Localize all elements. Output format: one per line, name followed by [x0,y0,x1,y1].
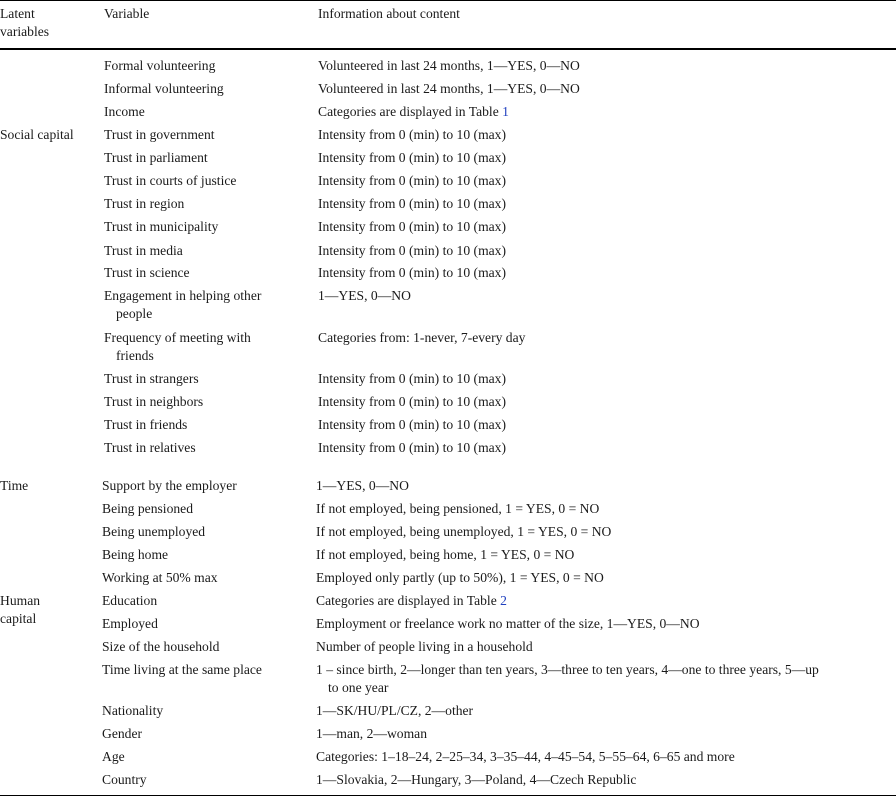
information-cell [316,702,896,720]
variable-cell [102,615,302,633]
information-text: Categories are displayed in Table [316,593,501,608]
information-text: Intensity from 0 (min) to 10 (max) [318,371,507,386]
information-text: 1 – since birth, 2—longer than ten years, 3—three to ten years, 4—one to three years, 5—up [316,662,819,677]
variable-cell [104,242,304,260]
information-text: Number of people living in a household [316,639,533,654]
variable-text: Being home [102,547,169,562]
information-cell [318,80,896,98]
information-text: 1—SK/HU/PL/CZ, 2—other [316,703,474,718]
variable-cell [102,523,302,541]
variable-text: Employed [102,616,158,631]
information-cell [316,638,896,656]
variable-cell [104,393,304,411]
variable-text: Trust in media [104,243,183,258]
information-text: Volunteered in last 24 months, 1—YES, 0—NO [318,58,580,73]
variable-cell [102,500,302,518]
variable-cell [104,416,304,434]
variable-text: Income [104,104,145,119]
information-text: Intensity from 0 (min) to 10 (max) [318,219,507,234]
variable-cell [102,592,302,610]
variable-cell [102,477,302,495]
information-text: 1—man, 2—woman [316,726,428,741]
variable-cell [102,748,302,766]
variable-text: Trust in courts of justice [104,173,237,188]
information-text: Intensity from 0 (min) to 10 (max) [318,127,507,142]
information-cell [318,329,896,347]
information-cell [316,725,896,743]
variable-cell [104,370,304,388]
information-text: Employment or freelance work no matter of the size, 1—YES, 0—NO [316,616,700,631]
variable-cell [102,638,302,656]
variable-cell [104,172,304,190]
information-cell [318,126,896,144]
variable-text: Country [102,772,147,787]
information-text: Categories are displayed in Table [318,104,503,119]
variable-text: Size of the household [102,639,220,654]
variable-text: Being unemployed [102,524,206,539]
variable-text-continued: people [116,306,153,321]
variable-text: Education [102,593,158,608]
information-cell [318,195,896,213]
variable-text: Engagement in helping other [104,288,262,303]
variable-text: Informal volunteering [104,81,224,96]
information-text: Intensity from 0 (min) to 10 (max) [318,173,507,188]
information-text-continued: to one year [328,680,389,695]
information-text: If not employed, being unemployed, 1 = YES, 0 = NO [316,524,612,539]
variable-text: Trust in neighbors [104,394,204,409]
information-cell [318,172,896,190]
information-cell [316,771,896,789]
variable-cell [104,103,304,121]
information-text: Intensity from 0 (min) to 10 (max) [318,440,507,455]
information-cell [316,592,896,610]
information-cell [318,149,896,167]
variable-cell [104,329,304,365]
information-cell [318,218,896,236]
information-text: Intensity from 0 (min) to 10 (max) [318,150,507,165]
information-cell [318,57,896,75]
variable-text: Formal volunteering [104,58,216,73]
information-cell [316,477,896,495]
information-cell [318,416,896,434]
variable-text-continued: friends [116,348,154,363]
group-label-human-capital: Human capital [0,593,41,626]
information-text: Intensity from 0 (min) to 10 (max) [318,196,507,211]
information-cell [316,661,896,697]
information-cell [316,569,896,587]
variable-text: Trust in friends [104,417,188,432]
information-text: Employed only partly (up to 50%), 1 = YES, 0 = NO [316,570,604,585]
information-text: Intensity from 0 (min) to 10 (max) [318,243,507,258]
information-text: Categories from: 1-never, 7-every day [318,330,526,345]
information-text: Volunteered in last 24 months, 1—YES, 0—NO [318,81,580,96]
variable-text: Working at 50% max [102,570,218,585]
variable-cell [104,287,304,323]
variable-text: Trust in government [104,127,215,142]
group-label-time: Time [0,478,29,493]
variable-cell [102,546,302,564]
variable-cell [102,702,302,720]
variable-cell [104,57,304,75]
information-text: 1—Slovakia, 2—Hungary, 3—Poland, 4—Czech Republic [316,772,637,787]
information-cell [318,370,896,388]
variable-text: Being pensioned [102,501,193,516]
information-cell [318,103,896,121]
information-cell [318,439,896,457]
variable-text: Trust in region [104,196,185,211]
variable-cell [104,80,304,98]
variable-cell [104,195,304,213]
information-cell [316,523,896,541]
variable-text: Trust in municipality [104,219,219,234]
variable-text: Gender [102,726,143,741]
information-text: 1—YES, 0—NO [318,288,411,303]
variable-text: Time living at the same place [102,662,262,677]
information-text: If not employed, being pensioned, 1 = YES, 0 = NO [316,501,600,516]
variable-text: Trust in parliament [104,150,208,165]
header-latent-variables: Latent variables [0,6,50,39]
variable-text: Support by the employer [102,478,237,493]
information-cell [316,748,896,766]
variable-cell [104,439,304,457]
header-rule [0,48,896,50]
information-text: Intensity from 0 (min) to 10 (max) [318,394,507,409]
information-text: If not employed, being home, 1 = YES, 0 = NO [316,547,575,562]
variable-cell [104,149,304,167]
variable-cell [102,771,302,789]
information-cell [316,546,896,564]
header-information: Information about content [318,6,460,21]
information-cell [318,264,896,282]
information-text: Categories: 1–18–24, 2–25–34, 3–35–44, 4–45–54, 5–55–64, 6–65 and more [316,749,735,764]
information-cell [318,393,896,411]
bottom-rule [0,795,896,796]
variable-text: Trust in science [104,265,190,280]
variable-text: Age [102,749,125,764]
variable-cell [102,569,302,587]
information-cell [316,500,896,518]
variable-cell [104,218,304,236]
information-text: 1—YES, 0—NO [316,478,409,493]
variable-cell [102,725,302,743]
information-cell [316,615,896,633]
variable-text: Trust in relatives [104,440,196,455]
table-reference-link[interactable]: 2 [500,593,507,608]
information-text: Intensity from 0 (min) to 10 (max) [318,265,507,280]
group-label-social-capital: Social capital [0,127,74,142]
top-rule [0,0,896,1]
information-cell [318,242,896,260]
variable-text: Frequency of meeting with [104,330,251,345]
variable-text: Trust in strangers [104,371,199,386]
header-variable: Variable [104,6,150,21]
table-reference-link[interactable]: 1 [502,104,509,119]
information-text: Intensity from 0 (min) to 10 (max) [318,417,507,432]
variable-text: Nationality [102,703,164,718]
information-cell [318,287,896,305]
variable-cell [102,661,302,679]
variable-cell [104,126,304,144]
variable-cell [104,264,304,282]
